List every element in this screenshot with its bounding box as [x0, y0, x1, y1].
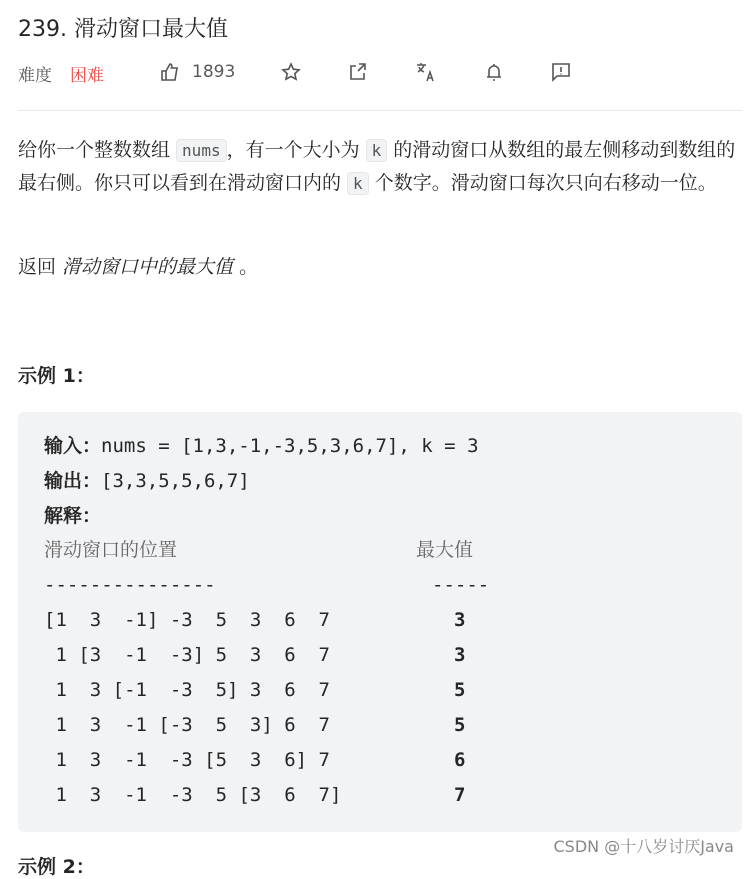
dash-right: -----: [432, 574, 490, 596]
explain-label: [44, 499, 101, 534]
bell-icon[interactable]: [482, 60, 506, 84]
star-icon[interactable]: [279, 60, 303, 84]
table-row: [44, 743, 644, 778]
desc-text: ，有一个大小为: [226, 139, 366, 161]
input-value: nums = [1,3,-1,-3,5,3,6,7], k = 3: [101, 435, 479, 457]
code-nums: nums: [176, 139, 227, 162]
col-max: 最大值: [416, 539, 474, 561]
max-cell: 7: [454, 784, 466, 806]
next-example-title: 示例 2：: [18, 856, 95, 878]
max-cell: 3: [454, 644, 466, 666]
like-count: 1893: [192, 62, 236, 82]
difficulty-badge: 困难: [70, 65, 104, 86]
translate-icon[interactable]: [414, 60, 438, 84]
max-cell: 6: [454, 749, 466, 771]
code-k: k: [366, 139, 388, 162]
difficulty-label: 难度: [18, 65, 52, 86]
return-statement: [18, 252, 258, 279]
desc-text: 的滑动窗口从数组的最左侧移动到数组的最右侧。你只可以看到在滑动窗口内的: [18, 139, 736, 194]
window-cell: [1 3 -1] -3 5 3 6 7: [44, 609, 330, 631]
dash-left: ---------------: [44, 574, 216, 596]
explain-text: 解释：: [44, 505, 102, 527]
share-icon[interactable]: [346, 60, 370, 84]
table-row: [44, 708, 644, 743]
max-cell: 5: [454, 714, 466, 736]
window-cell: 1 3 -1 -3 5 [3 6 7]: [44, 784, 342, 806]
window-cell: 1 3 -1 [-3 5 3] 6 7: [44, 714, 330, 736]
table-header: [44, 533, 644, 568]
problem-title: 239. 滑动窗口最大值: [18, 17, 228, 42]
window-cell: 1 3 -1 -3 [5 3 6] 7: [44, 749, 330, 771]
feedback-icon[interactable]: [549, 60, 573, 84]
problem-description: [18, 134, 742, 200]
ret-emphasis: 滑动窗口中的最大值: [62, 256, 234, 278]
window-cell: 1 [3 -1 -3] 5 3 6 7: [44, 644, 330, 666]
ret-text: 返回: [18, 256, 63, 278]
output-label: 输出：: [44, 470, 102, 492]
output-line: [44, 464, 250, 499]
input-line: [44, 429, 479, 464]
output-value: [3,3,5,5,6,7]: [101, 470, 250, 492]
desc-text: 给你一个整数数组: [18, 139, 177, 161]
thumbs-up-icon[interactable]: [158, 60, 182, 84]
example-code-block: [18, 412, 742, 832]
table-divider: [44, 568, 644, 603]
window-cell: 1 3 [-1 -3 5] 3 6 7: [44, 679, 330, 701]
table-row: [44, 778, 644, 813]
table-row: [44, 603, 644, 638]
watermark: CSDN @十八岁讨厌Java: [553, 837, 734, 856]
table-row: [44, 638, 644, 673]
max-cell: 5: [454, 679, 466, 701]
desc-text: 个数字。滑动窗口每次只向右移动一位。: [368, 172, 717, 194]
example-title: 示例 1：: [18, 365, 95, 387]
max-cell: 3: [454, 609, 466, 631]
divider: [18, 110, 742, 111]
input-label: 输入：: [44, 435, 102, 457]
col-window: 滑动窗口的位置: [44, 539, 178, 561]
code-k: k: [347, 172, 369, 195]
table-row: [44, 673, 644, 708]
difficulty-row: [18, 60, 104, 86]
ret-text: 。: [233, 256, 259, 278]
